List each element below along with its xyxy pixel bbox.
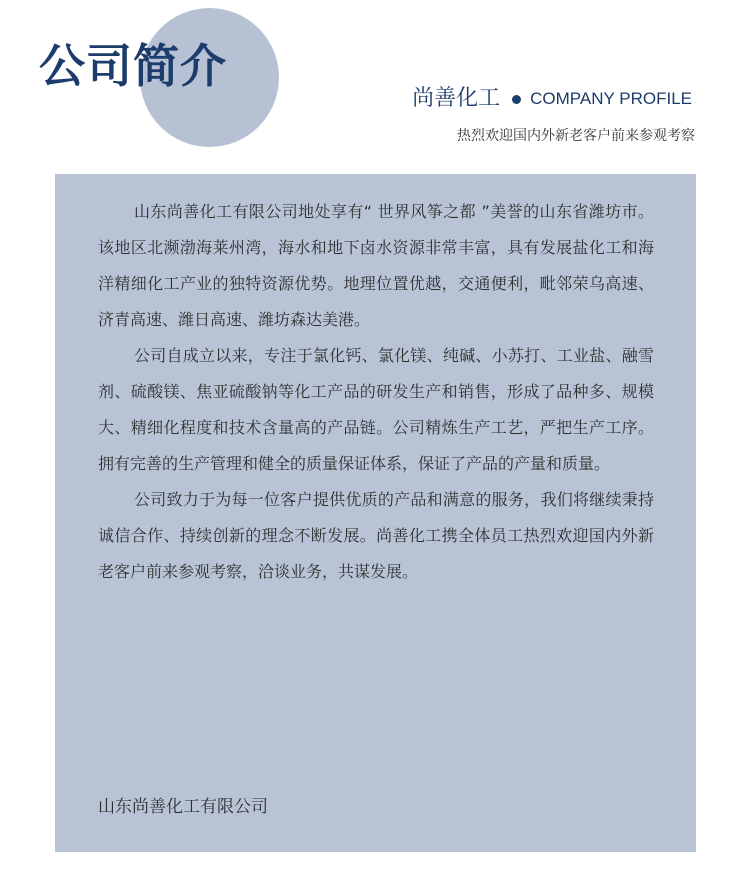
intro-paragraph-products: 公司自成立以来，专注于氯化钙、氯化镁、纯碱、小苏打、工业盐、融雪剂、硫酸镁、焦亚硫酸钠等化工产品的研发生产和销售，形成了品种多、规模大、精细化程度和技术含量高的产品链。公司精炼生产工艺，严把生产工序。拥有完善的生产管理和健全的质量保证体系，保证了产品的产量和质量。 (98, 346, 654, 473)
company-signature: 山东尚善化工有限公司 (98, 797, 268, 817)
intro-paragraph-service: 公司致力于为每一位客户提供优质的产品和满意的服务，我们将继续秉持诚信合作、持续创新的理念不断发展。尚善化工携全体员工热烈欢迎国内外新老客户前来参观考察，洽谈业务，共谋发展。 (98, 490, 654, 581)
intro-content (98, 194, 654, 590)
intro-paragraph-location: 山东尚善化工有限公司地处享有“ 世界风筝之都 ”美誉的山东省潍坊市。该地区北濒渤海莱州湾，海水和地下卤水资源非常丰富，具有发展盐化工和海洋精细化工产业的独特资源优势。地理位置优越，交通便利，毗邻荣乌高速、济青高速、潍日高速、潍坊森达美港。 (98, 202, 654, 329)
page-title: 公司简介 (39, 39, 227, 93)
bullet-dot-icon (512, 95, 521, 104)
brand-english-label: COMPANY PROFILE (530, 89, 692, 108)
brand-name: 尚善化工 (412, 86, 501, 111)
brand-line (412, 84, 692, 114)
welcome-subtitle: 热烈欢迎国内外新老客户前来参观考察 (457, 128, 695, 144)
intro-panel (55, 174, 696, 852)
